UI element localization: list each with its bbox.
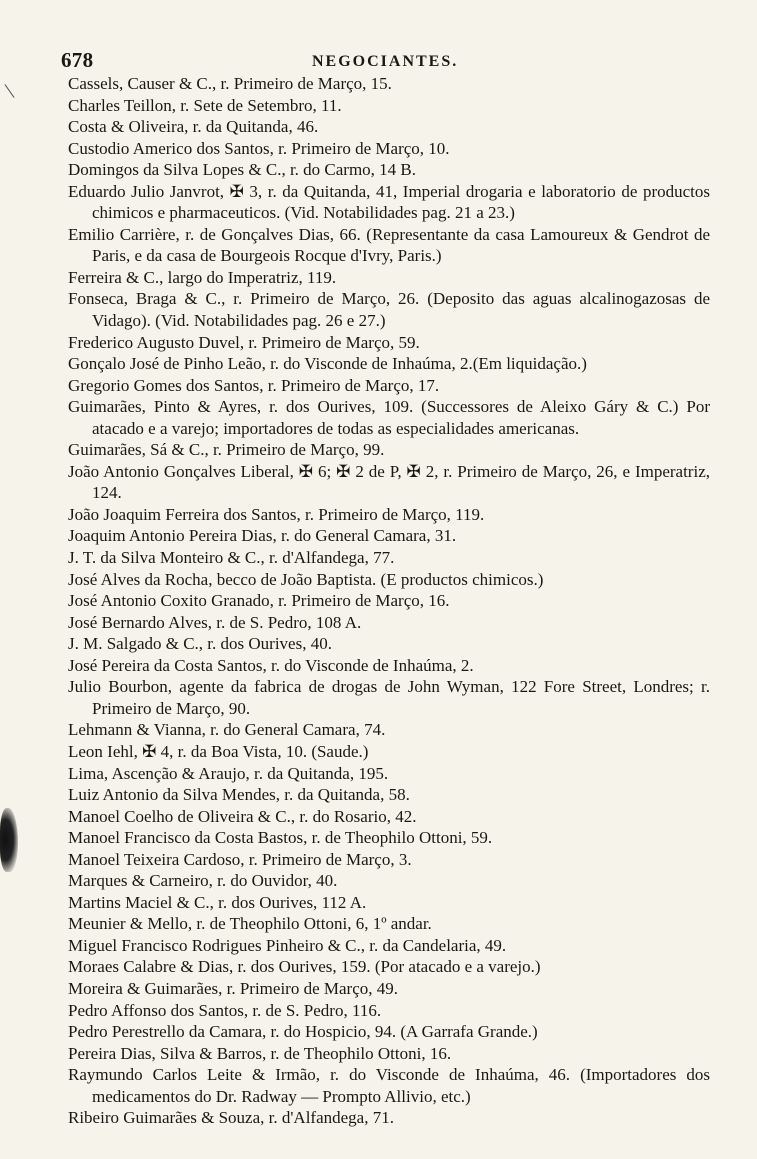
list-item: Eduardo Julio Janvrot, ✠ 3, r. da Quitanda, 41, Imperial drogaria e laboratorio de productos chimicos e pharmaceuticos. (Vid. Notabilidades pag. 21 a 23.)	[68, 181, 710, 223]
list-item: Costa & Oliveira, r. da Quitanda, 46.	[68, 117, 319, 137]
margin-pen-mark	[5, 84, 15, 98]
running-head: NEGOCIANTES.	[312, 53, 459, 70]
list-item: Julio Bourbon, agente da fabrica de drogas de John Wyman, 122 Fore Street, Londres; r. Primeiro de Março, 90.	[68, 677, 710, 718]
list-item: Fonseca, Braga & C., r. Primeiro de Março, 26. (Deposito das aguas alcalinogazosas de Vidago). (Vid. Notabilidades pag. 26 e 27.)	[68, 289, 710, 331]
list-item: José Antonio Coxito Granado, r. Primeiro de Março, 16.	[68, 591, 450, 611]
list-item: Emilio Carrière, r. de Gonçalves Dias, 66. (Representante da casa Lamoureux & Gendrot de Paris, e da casa de Bourgeois Rocque d'Ivry, Paris.)	[68, 224, 710, 266]
list-item: Leon Iehl, ✠ 4, r. da Boa Vista, 10. (Saude.)	[68, 741, 369, 761]
list-item: João Joaquim Ferreira dos Santos, r. Primeiro de Março, 119.	[68, 504, 485, 524]
list-item: Gregorio Gomes dos Santos, r. Primeiro de Março, 17.	[68, 375, 440, 395]
merchant-list	[68, 73, 710, 1129]
list-item: Raymundo Carlos Leite & Irmão, r. do Visconde de Inhaúma, 46. (Importadores dos medicamentos do Dr. Radway — Prompto Allivio, etc.)	[68, 1065, 710, 1106]
list-item: Martins Maciel & C., r. dos Ourives, 112 A.	[68, 892, 367, 912]
ink-smudge	[0, 808, 18, 872]
list-item: Moreira & Guimarães, r. Primeiro de Março, 49.	[68, 978, 398, 998]
list-item: Ferreira & C., largo do Imperatriz, 119.	[68, 267, 337, 287]
list-item: Marques & Carneiro, r. do Ouvidor, 40.	[68, 871, 338, 891]
list-item: Cassels, Causer & C., r. Primeiro de Março, 15.	[68, 74, 392, 93]
list-item: Gonçalo José de Pinho Leão, r. do Visconde de Inhaúma, 2.(Em liquidação.)	[68, 354, 587, 374]
list-item: J. T. da Silva Monteiro & C., r. d'Alfandega, 77.	[68, 548, 395, 568]
list-item: Manoel Coelho de Oliveira & C., r. do Rosario, 42.	[68, 806, 417, 826]
list-item: João Antonio Gonçalves Liberal, ✠ 6; ✠ 2 de P, ✠ 2, r. Primeiro de Março, 26, e Imperatriz, 124.	[68, 461, 710, 503]
list-item: J. M. Salgado & C., r. dos Ourives, 40.	[68, 634, 332, 654]
list-item: Frederico Augusto Duvel, r. Primeiro de Março, 59.	[68, 332, 420, 352]
list-item: Moraes Calabre & Dias, r. dos Ourives, 159. (Por atacado e a varejo.)	[68, 957, 541, 977]
list-item: Manoel Francisco da Costa Bastos, r. de Theophilo Ottoni, 59.	[68, 828, 493, 848]
list-item: Pedro Affonso dos Santos, r. de S. Pedro, 116.	[68, 1000, 382, 1020]
list-item: José Alves da Rocha, becco de João Baptista. (E productos chimicos.)	[68, 569, 544, 589]
list-item: Meunier & Mello, r. de Theophilo Ottoni, 6, 1º andar.	[68, 914, 432, 934]
list-item: Pedro Perestrello da Camara, r. do Hospicio, 94. (A Garrafa Grande.)	[68, 1022, 538, 1042]
list-item: Ribeiro Guimarães & Souza, r. d'Alfandega, 71.	[68, 1108, 394, 1128]
list-item: Lima, Ascenção & Araujo, r. da Quitanda, 195.	[68, 763, 389, 783]
list-item: José Bernardo Alves, r. de S. Pedro, 108 A.	[68, 612, 362, 632]
list-item: Charles Teillon, r. Sete de Setembro, 11.	[68, 95, 342, 115]
list-item: Manoel Teixeira Cardoso, r. Primeiro de Março, 3.	[68, 849, 412, 869]
list-item: Joaquim Antonio Pereira Dias, r. do General Camara, 31.	[68, 526, 457, 546]
list-item: Guimarães, Pinto & Ayres, r. dos Ourives, 109. (Successores de Aleixo Gáry & C.) Por atacado e a varejo; importadores de todas as especialidades americanas.	[68, 397, 710, 438]
list-item: Guimarães, Sá & C., r. Primeiro de Março, 99.	[68, 440, 385, 460]
list-item: Custodio Americo dos Santos, r. Primeiro de Março, 10.	[68, 138, 450, 158]
list-item: Lehmann & Vianna, r. do General Camara, 74.	[68, 720, 386, 740]
page-number: 678	[61, 48, 94, 72]
list-item: Pereira Dias, Silva & Barros, r. de Theophilo Ottoni, 16.	[68, 1043, 452, 1063]
list-item: Miguel Francisco Rodrigues Pinheiro & C., r. da Candelaria, 49.	[68, 935, 507, 955]
list-item: Luiz Antonio da Silva Mendes, r. da Quitanda, 58.	[68, 785, 410, 805]
list-item: Domingos da Silva Lopes & C., r. do Carmo, 14 B.	[68, 160, 417, 180]
list-item: José Pereira da Costa Santos, r. do Visconde de Inhaúma, 2.	[68, 655, 474, 675]
